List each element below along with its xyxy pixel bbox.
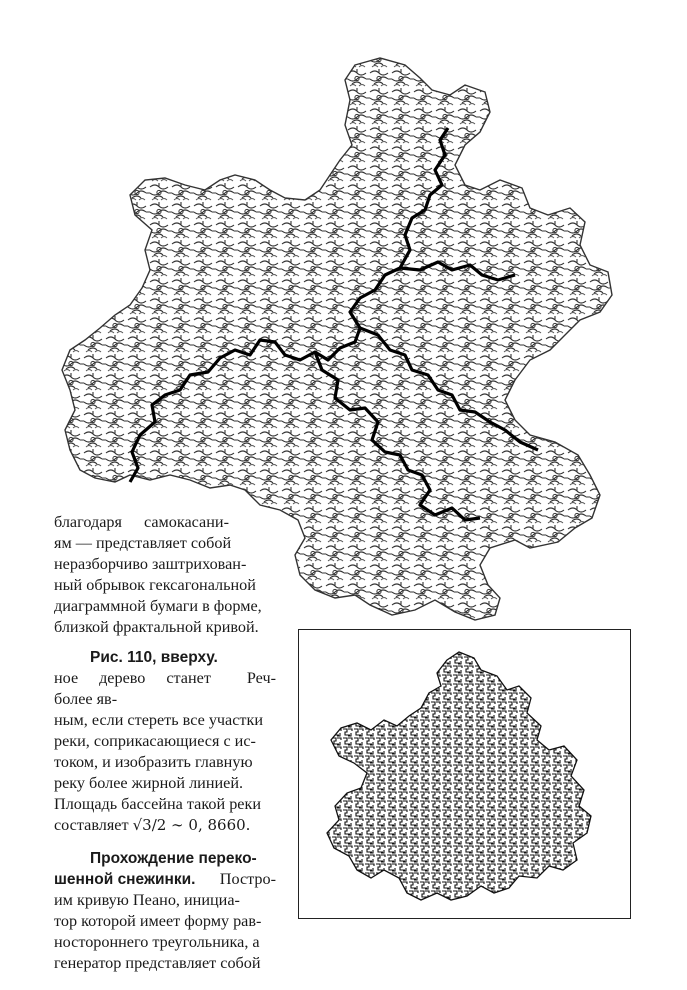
snowflake-peano-figure-frame <box>298 629 631 919</box>
figure-caption-line: ное дерево станет более яв- <box>54 669 211 708</box>
section-line: им кривую Пеано, инициа- <box>54 891 240 909</box>
area-formula: √3/2 ∼ 0, 8660. <box>132 816 251 834</box>
figure-caption-label: Рис. 110, вверху. <box>90 649 218 666</box>
section-line: генератор представляет собой <box>54 954 261 972</box>
caption-intro-line: близкой фрактальной кривой. <box>54 618 259 636</box>
figure-caption-first-line <box>54 647 276 687</box>
figure-caption-last-line <box>54 815 276 836</box>
caption-intro-line: благодаря самокасани- <box>54 513 229 531</box>
figure-caption-line: ным, если стереть все участки <box>54 711 264 729</box>
text-column <box>54 512 276 974</box>
figure-caption-line: составляет <box>54 816 129 834</box>
section-heading: Прохождение переко- <box>90 850 257 867</box>
figure-caption-line: реку более жирной линией. <box>54 774 244 792</box>
caption-intro-line: ный обрывок гексагональной <box>54 576 256 594</box>
section-heading-line <box>54 848 276 869</box>
section-line: Постро- <box>219 870 276 888</box>
caption-intro-line: ям — представляет собой <box>54 534 232 552</box>
caption-intro-line: диаграммной бумаги в форме, <box>54 597 262 615</box>
snowflake-peano-figure <box>299 630 629 917</box>
caption-intro-line: неразборчиво заштрихован- <box>54 555 247 573</box>
figure-caption-line: Площадь бассейна такой реки <box>54 795 262 813</box>
figure-caption-line: Реч- <box>246 669 276 687</box>
figure-caption-line: реки, соприкасающиеся с ис- <box>54 732 256 750</box>
section-line: тор которой имеет форму рав- <box>54 912 262 930</box>
section-line: ностороннего треугольника, а <box>54 933 260 951</box>
section-heading: шенной снежинки. <box>54 871 196 888</box>
section-heading-line-2 <box>54 869 276 890</box>
figure-caption-line: током, и изобразить главную <box>54 753 253 771</box>
